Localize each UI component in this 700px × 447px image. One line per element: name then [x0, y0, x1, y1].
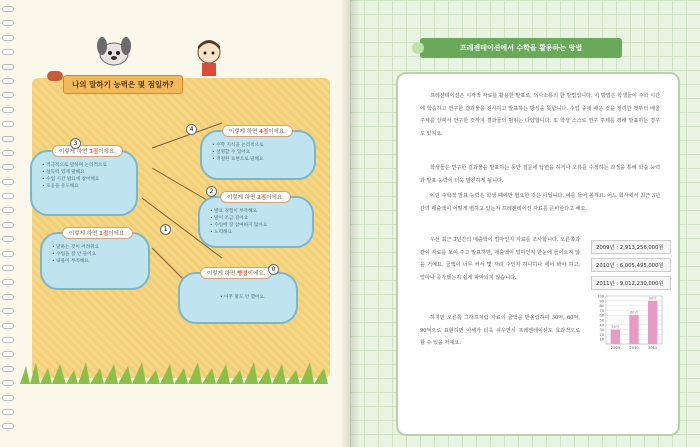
section-banner: 프레젠테이션에서 수학을 활용하는 방법: [420, 38, 622, 58]
score-4-list: [212, 142, 263, 163]
list-item: • 설명할 수 있어요: [212, 149, 263, 156]
score-4-badge: 4: [186, 124, 197, 135]
ring: [2, 236, 14, 242]
score-3-list: [42, 162, 107, 190]
ring: [2, 337, 14, 343]
bar: [629, 315, 638, 344]
bar: [648, 301, 657, 344]
ring: [2, 222, 14, 228]
score-1-list: [52, 244, 99, 265]
ring: [2, 92, 14, 98]
list-item: • 적극적으로 말하며 논리적으로: [42, 162, 107, 169]
spiral-binding: [2, 6, 16, 441]
list-item: • 수업 시간 발표에 참여해요: [42, 176, 107, 183]
sales-stats: [591, 240, 671, 294]
ring: [2, 35, 14, 41]
ring: [2, 409, 14, 415]
list-item: • 설득력 있게 말해요: [42, 169, 107, 176]
y-tick-label: 70: [599, 308, 604, 313]
paragraph-5: 하지만 오른쪽 그래프처럼 자료의 금액을 반올림하여 30억, 60억, 90억으로 표현하면 이해가 더욱 쉬우면서 프레젠테이션도 효과적으로 할 수 있을 거예요.: [420, 315, 580, 346]
list-item: • 아무 말도 안 했어요.: [220, 294, 266, 301]
ring: [2, 164, 14, 170]
list-item: • 발표 경험이 부족해요: [210, 208, 267, 215]
data-label: 60억: [630, 310, 638, 315]
paragraph-3: 이런 수학적 발표 능력은 학생 때에만 필요한 것은 아닙니다. 예를 들어 볼게요. 어느 회사에서 최근 3년간의 매출액이 어떻게 변하고 있는지 프레젠테이션 자료를 준비한다고 해요.: [420, 193, 660, 212]
ring: [2, 136, 14, 142]
list-item: • 호응을 유도해요: [42, 183, 107, 190]
score-2-badge: 2: [206, 186, 217, 197]
score-0-heading: 이렇게 하면 빵점이에요.: [200, 267, 272, 279]
x-tick-label: 2010: [629, 346, 639, 350]
score-2-heading: 이렇게 하면 2점이에요.: [220, 191, 291, 203]
ring: [2, 6, 14, 12]
ring: [2, 179, 14, 185]
paragraph-2: 학생들은 연구한 결과물을 발표하는 동안 질문에 답변을 하거나 오류를 수정하는 과정을 통해 학습 능력과 발표 능력이 더욱 발전하게 됩니다.: [420, 165, 660, 184]
ring: [2, 279, 14, 285]
score-3-badge: 3: [70, 138, 81, 149]
list-item: • 수학 지식을 논리적으로: [212, 142, 263, 149]
y-tick-label: 40: [599, 323, 604, 328]
y-tick-label: 20: [599, 332, 604, 337]
list-item: • 내용이 부족해요: [52, 258, 99, 265]
y-tick-label: 80: [599, 304, 604, 309]
ring: [2, 193, 14, 199]
girl-character-icon: [192, 36, 226, 78]
score-3-heading: 이렇게 하면 3점이에요.: [52, 145, 123, 157]
data-label: 90억: [648, 296, 657, 301]
dog-character-icon: [92, 32, 138, 70]
list-item: • 노력해요: [210, 229, 267, 236]
y-tick-label: 30: [599, 328, 604, 333]
ring: [2, 107, 14, 113]
ring: [2, 294, 14, 300]
paragraph-4: 우선 최근 3년간의 매출액이 얼마인지 자료를 조사합니다. 오른쪽과 같이 자료를 보여 주고 발표하면, 매출액이 얼마인지 한눈에 들어오지 않을 거예요. 금액이 너무 커서 몇 자리 수인지 하나하나 세어 봐야 하고, 얼마나 증가했는지 쉽게 파악되지 않습니다.: [420, 237, 580, 281]
x-tick-label: 2009: [610, 346, 620, 350]
sales-bar-chart: [592, 292, 666, 354]
ring: [2, 265, 14, 271]
ring: [2, 207, 14, 213]
score-0-cloud: [178, 272, 298, 324]
board-title: 나의 말하기 능력은 몇 점일까?: [63, 75, 183, 94]
score-0-badge: 0: [268, 264, 279, 275]
stat-2010: 2010년 : 6,005,495,000원: [591, 258, 671, 272]
x-tick-label: 2011: [648, 346, 658, 350]
y-tick-label: 60: [599, 313, 604, 318]
ring: [2, 366, 14, 372]
bar: [611, 330, 620, 344]
score-1-badge: 1: [160, 224, 171, 235]
score-2-list: [210, 208, 267, 236]
data-label: 30억: [611, 325, 620, 330]
score-4-cloud: [200, 130, 316, 180]
ring: [2, 49, 14, 55]
ring: [2, 380, 14, 386]
score-4-heading: 이렇게 하면 4점이에요.: [222, 125, 293, 137]
grass-decoration: [20, 360, 340, 384]
ring: [2, 251, 14, 257]
list-item: • 적절한 표현으로 말해요: [212, 156, 263, 163]
ring: [2, 323, 14, 329]
list-item: • 수업에 잘 참여하지 않아요: [210, 222, 267, 229]
y-tick-label: 10: [599, 337, 604, 342]
ring: [2, 351, 14, 357]
score-3-cloud: [30, 150, 138, 216]
list-item: • 수업을 잘 안 들어요: [52, 251, 99, 258]
ring: [2, 64, 14, 70]
ring: [2, 78, 14, 84]
y-tick-label: 90: [599, 299, 604, 304]
y-tick-label: 50: [599, 318, 604, 323]
list-item: • 말이 조금 길어요: [210, 215, 267, 222]
score-1-cloud: [40, 232, 150, 290]
score-1-heading: 이렇게 하면 1점이에요.: [62, 227, 133, 239]
score-0-list: [220, 294, 266, 301]
ring: [2, 308, 14, 314]
paragraph-1: 프레젠테이션은 시각적 자료를 활용한 발표로, 의사소통의 한 방법입니다. 이 방법은 학생들이 수학 시간에 학습하고 연구한 결과물을 전시하고 발표하는 방식을 뜻합니다. 수업 중에 배운 것을 정리한 것부터 배울 주제를 살펴서 연구한 것까지 결과물의 범위는 다양합니다. 또 학생 스스로 연구 주제를 정해 발표하는 경우도 있지요.: [420, 93, 660, 137]
stat-2009: 2009년 : 2,913,256,000원: [591, 240, 671, 254]
page-spine: [340, 0, 360, 447]
y-tick-label: 100: [597, 294, 604, 299]
ring: [2, 121, 14, 127]
list-item: • 말하는 것이 어려워요: [52, 244, 99, 251]
ring: [2, 395, 14, 401]
ring: [2, 150, 14, 156]
ring: [2, 423, 14, 429]
score-2-cloud: [198, 196, 314, 248]
stat-2011: 2011년 : 9,012,230,000원: [591, 276, 671, 290]
ring: [2, 20, 14, 26]
